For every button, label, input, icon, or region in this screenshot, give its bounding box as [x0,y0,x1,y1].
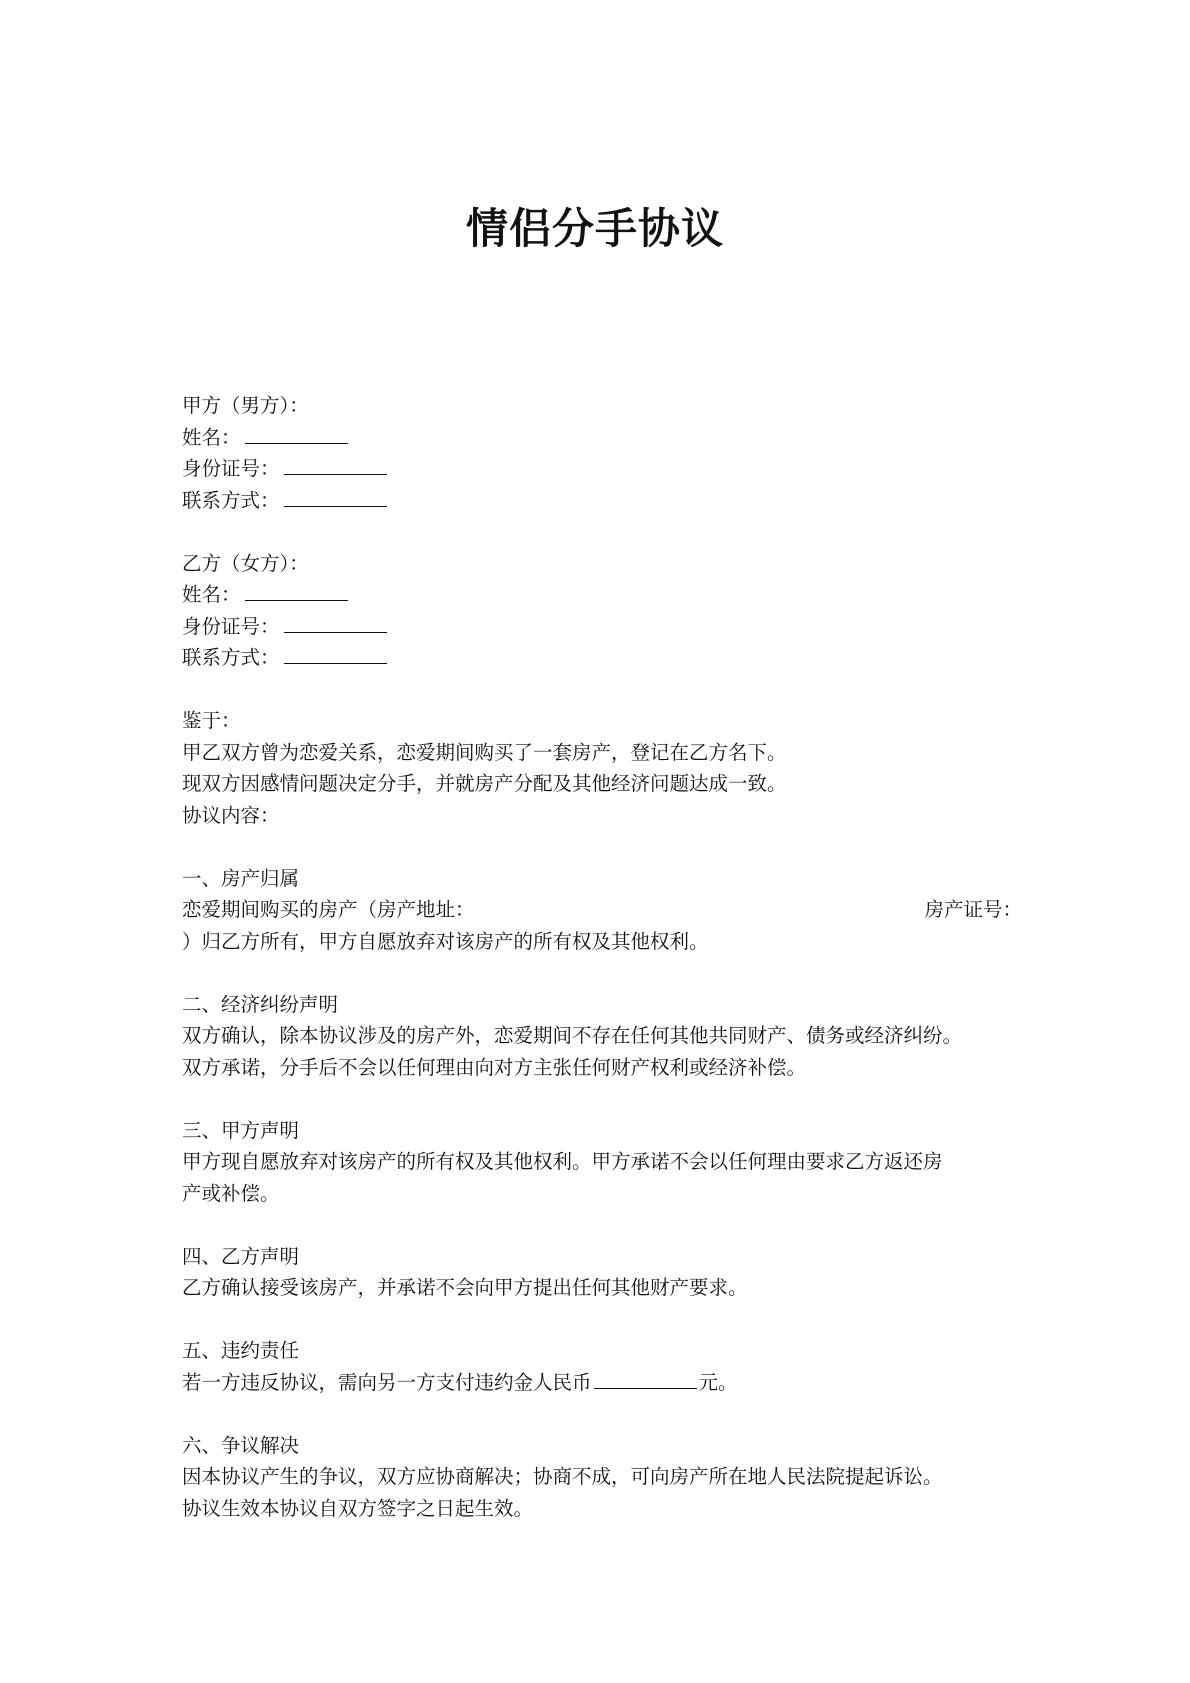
spacer [182,957,1022,989]
spacer [182,1083,1022,1115]
party-b-heading: 乙方（女方）： [182,551,309,575]
section-text: 产或补偿。 [182,1181,280,1205]
party-b-id-blank [284,612,387,633]
party-a-name-row [182,422,1022,454]
agreement-content-heading: 协议内容： [182,803,280,827]
party-b-id-label: 身份证号： [182,614,280,638]
party-a-contact-row [182,485,1022,517]
spacer [182,674,1022,706]
section-text: 甲方现自愿放弃对该房产的所有权及其他权利。甲方承诺不会以任何理由要求乙方返还房 [182,1150,943,1173]
party-b-name-row [182,579,1022,611]
recitals-heading: 鉴于： [182,709,241,732]
recitals-line: 现双方因感情问题决定分手，并就房产分配及其他经济问题达成一致。 [182,772,787,795]
spacer [182,516,1022,548]
spacer [182,1209,1022,1241]
document-body [182,390,1022,1524]
spacer [182,1304,1022,1336]
section-heading-party-a: 三、甲方声明 [182,1118,300,1142]
party-b-name-blank [245,580,348,601]
party-a-name-label: 姓名： [182,425,241,449]
property-certificate-label: 房产证号： [924,898,1022,921]
party-b-contact-row [182,642,1022,674]
penalty-text: 若一方违反协议，需向另一方支付违约金人民币 [182,1370,592,1394]
party-a-id-blank [284,454,387,475]
party-a-heading: 甲方（男方）： [182,394,309,417]
party-b-contact-blank [284,643,387,664]
section-heading-property: 一、房产归属 [182,866,300,890]
party-a-name-blank [245,423,348,444]
party-a-contact-blank [284,486,387,507]
party-a-id-label: 身份证号： [182,457,280,480]
party-a-id-row [182,453,1022,485]
penalty-unit: 元。 [698,1370,738,1394]
property-line [182,894,1022,926]
recitals-line: 甲乙双方曾为恋爱关系，恋爱期间购买了一套房产，登记在乙方名下。 [182,740,787,764]
section-text: 乙方确认接受该房产，并承诺不会向甲方提出任何其他财产要求。 [182,1276,748,1299]
party-b-id-row [182,611,1022,643]
section-text: 双方承诺，分手后不会以任何理由向对方主张任何财产权利或经济补偿。 [182,1055,807,1079]
spacer [182,1398,1022,1430]
section-text: 因本协议产生的争议，双方应协商解决；协商不成，可向房产所在地人民法院提起诉讼。 [182,1465,943,1488]
section-heading-dispute: 六、争议解决 [182,1433,300,1457]
section-heading-breach: 五、违约责任 [182,1339,300,1362]
document-title: 情侣分手协议 [465,204,724,253]
spacer [182,831,1022,863]
section-heading-party-b: 四、乙方声明 [182,1244,300,1268]
penalty-line [182,1367,1022,1399]
section-heading-economic: 二、经济纠纷声明 [182,992,339,1016]
section-text: 双方确认，除本协议涉及的房产外，恋爱期间不存在任何其他共同财产、债务或经济纠纷。 [182,1024,963,1047]
property-address-label: 恋爱期间购买的房产（房产地址： [182,898,475,921]
party-b-contact-label: 联系方式： [182,646,280,669]
penalty-amount-blank [594,1368,697,1389]
property-ownership-text: ）归乙方所有，甲方自愿放弃对该房产的所有权及其他权利。 [182,929,709,953]
party-b-name-label: 姓名： [182,583,241,606]
section-text: 协议生效本协议自双方签字之日起生效。 [182,1496,534,1520]
party-a-contact-label: 联系方式： [182,488,280,512]
